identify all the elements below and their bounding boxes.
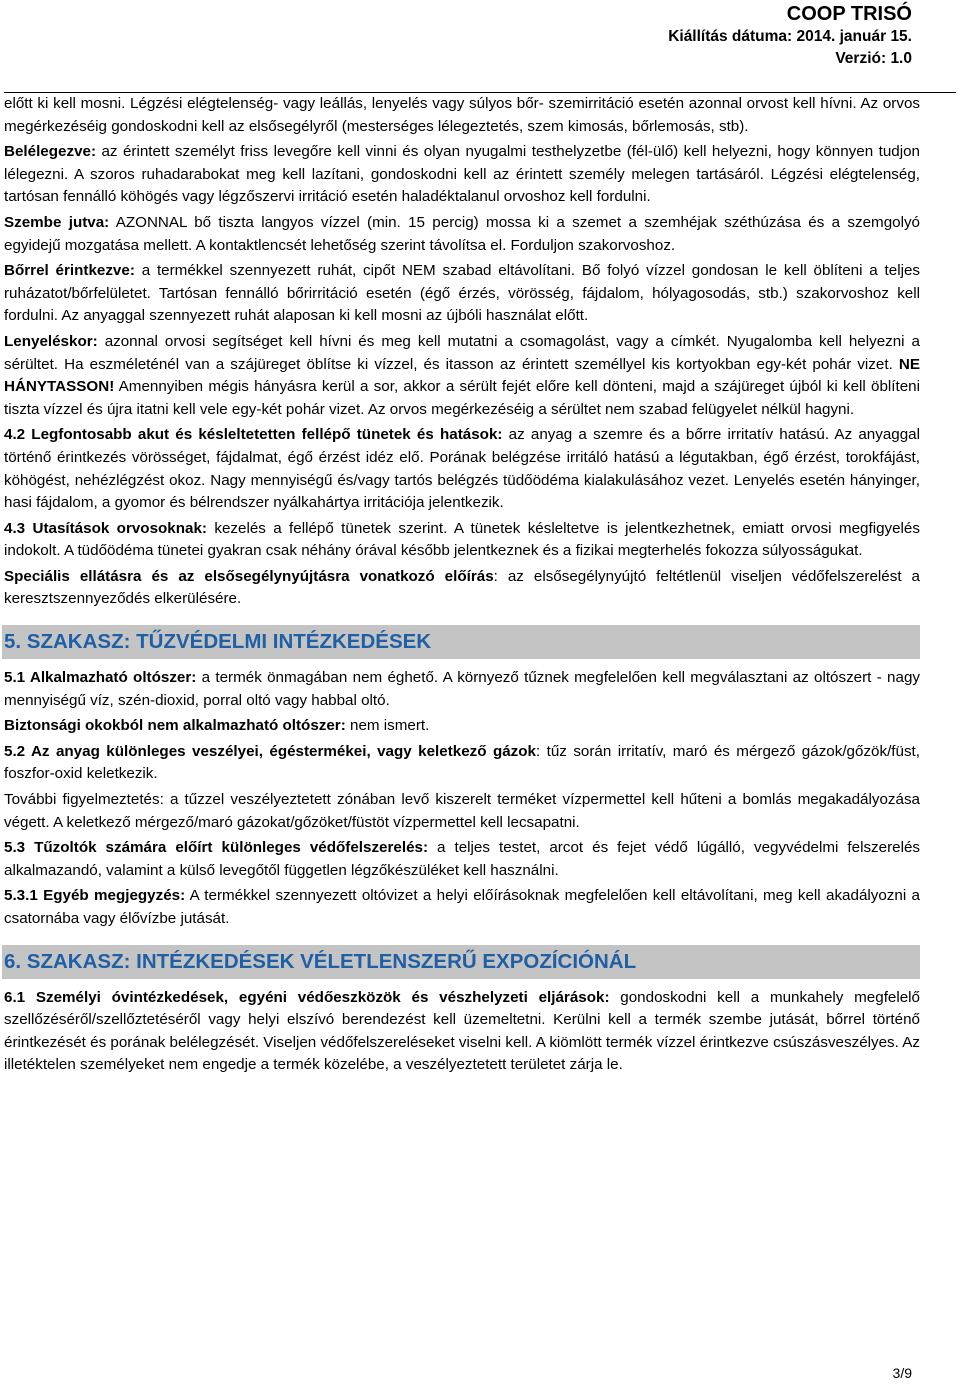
section-6-heading: 6. SZAKASZ: INTÉZKEDÉSEK VÉLETLENSZERŰ EXPOZÍCIÓNÁL xyxy=(2,945,920,979)
paragraph-skin: Bőrrel érintkezve: a termékkel szennyezett ruhát, cipőt NEM szabad eltávolítani. Bő folyó vízzel gondosan le kell öblíteni a teljes ruházatot/bőrfelületet. Tartósan fennálló bőrirritáció esetén (égő érzés, vörösség, fájdalom, hólyagosodás, stb.) szakorvoshoz kell fordulni. Az anyaggal szennyezett ruhát alaposan ki kell mosni az újbóli használat előtt. xyxy=(4,262,920,325)
paragraph: További figyelmeztetés: a tűzzel veszélyeztetett zónában levő kiszerelt terméket vízpermettel kell hűteni a bomlás megakadályozása végett. A keletkező mérgező/maró gázokat/gőzöket/füstöt vízpermettel kell lecsapatni. xyxy=(4,791,920,831)
paragraph-4-2: 4.2 Legfontosabb akut és késleltetetten fellépő tünetek és hatások: az anyag a szemre és a bőrre irritatív hatású. Az anyaggal történő érintkezés vörösséget, fájdalmat, égő érzést idéz elő. Porának belégzése irritáló hatású a légutakban, égő érzést, torokfájást, köhögést, nehézlégzést okoz. Nagy mennyiségű és/vagy tartós belégzés tüdőödéma kialakulásához vezet. Lenyelés esetén hányinger, hasi fájdalom, a gyomor és bélrendszer nyálkahártya irritációja jelentkezik. xyxy=(4,426,920,512)
warning: NE HÁNYTASSON! xyxy=(4,355,920,396)
issue-date: Kiállítás dátuma: 2014. január 15. xyxy=(668,28,912,45)
paragraph: előtt ki kell mosni. Légzési elégtelenség- vagy leállás, lenyelés vagy súlyos bőr- szemirritáció esetén azonnal orvost kell hívni. Az orvos megérkezéséig gondoskodni kell az elsősegélyről (mesterséges lélegeztetés, szem kimosás, bőrlemosás, stb). xyxy=(4,95,920,135)
paragraph-special-care: Speciális ellátásra és az elsősegélynyújtásra vonatkozó előírás: az elsősegélynyújtó feltétlenül viseljen védőfelszerelést a keresztszennyeződés elkerülésére. xyxy=(4,567,920,608)
document-header xyxy=(668,2,912,70)
paragraph-6-1: 6.1 Személyi óvintézkedések, egyéni védőeszközök és vészhelyzeti eljárások: gondoskodni kell a munkahely megfelelő szellőzéséről/szellőztetéséről vagy helyi elszívó berendezést kell üzemeltetni. Kerülni kell a termék szembe jutását, bőrrel történő érintkezését és porának belélegzését. Viseljen védőfelszereléseket viselni kell. A kiömlött termék vízzel érintkezve csúszásveszélyes. Az illetéktelen személyeket nem engedje a termék közelébe, a veszélyeztetett területet zárja le. xyxy=(4,988,921,1074)
label: 5.3 Tűzoltók számára előírt különleges védőfelszerelés: xyxy=(4,839,429,857)
paragraph-5-2: 5.2 Az anyag különleges veszélyei, égéstermékei, vagy keletkező gázok: tűz során irritatív, maró és mérgező gázok/gőzök/füst, foszfor-oxid keletkezik. xyxy=(4,742,920,783)
label: 4.2 Legfontosabb akut és késleltetetten fellépő tünetek és hatások: xyxy=(4,426,503,444)
page-number: 3/9 xyxy=(892,1365,912,1382)
paragraph-5-3: 5.3 Tűzoltók számára előírt különleges védőfelszerelés: a teljes testet, arcot és fejet védő lúgálló, vegyvédelmi felszerelés alkalmazandó, valamint a külső levegőtől független légzőkészüléket kell használni. xyxy=(4,839,920,879)
label: 5.1 Alkalmazható oltószer: xyxy=(4,669,197,687)
label: Bőrrel érintkezve: xyxy=(4,262,135,280)
paragraph-5-1: 5.1 Alkalmazható oltószer: a termék önmagában nem éghető. A környező tűznek megfelelően kell megválasztani az oltószert - nagy mennyiségű víz, szén-dioxid, porral oltó vagy habbal oltó. xyxy=(4,669,920,709)
label: Speciális ellátásra és az elsősegélynyújtásra vonatkozó előírás xyxy=(4,567,494,585)
label: 5.3.1 Egyéb megjegyzés: xyxy=(4,887,186,905)
paragraph-unsuitable: Biztonsági okokból nem alkalmazható oltószer: nem ismert. xyxy=(4,717,430,735)
section-5-heading: 5. SZAKASZ: TŰZVÉDELMI INTÉZKEDÉSEK xyxy=(2,625,920,659)
label: 4.3 Utasítások orvosoknak: xyxy=(4,519,207,537)
version: Verzió: 1.0 xyxy=(835,50,912,67)
label: 5.2 Az anyag különleges veszélyei, égéstermékei, vagy keletkező gázok xyxy=(4,742,536,760)
product-name: COOP TRISÓ xyxy=(786,3,912,25)
paragraph-inhalation: Belélegezve: az érintett személyt friss levegőre kell vinni és olyan nyugalmi testhelyzetbe (fél-ülő) kell helyezni, hogy könnyen tudjon lélegezni. A szoros ruhadarabokat meg kell lazítani, gondoskodni kell az érintett személy melegen tartásáról. Légzési elégtelenség, tartósan fennálló köhögés vagy légzőszervi irritáció esetén haladéktalanul orvoshoz kell fordulni. xyxy=(4,143,920,206)
label: Szembe jutva: xyxy=(4,213,110,231)
label: 6.1 Személyi óvintézkedések, egyéni védőeszközök és vészhelyzeti eljárások: xyxy=(4,988,610,1006)
paragraph-ingestion: Lenyeléskor: azonnal orvosi segítséget kell hívni és meg kell mutatni a csomagolást, vagy a címkét. Nyugalomba kell helyezni a sérültet. Ha eszméleténél van a szájüreget öblítse ki vízzel, és itasson az érintett személlyel kis kortyokban egy-két pohár vizet. NE HÁNYTASSON! Amennyiben mégis hányásra kerül a sor, akkor a sérült fejét előre kell dönteni, majd a szájüreget újból ki kell öblíteni tiszta vízzel és újra itatni kell vele egy-két pohár vizet. Az orvos megérkezéséig a sérültet nem szabad felügyelet nélkül hagyni. xyxy=(4,332,920,418)
paragraph-eye: Szembe jutva: AZONNAL bő tiszta langyos vízzel (min. 15 percig) mossa ki a szemet a szemhéjak széthúzása és a szemgolyó egyidejű mozgatása mellett. A kontaktlencsét lehetőség szerint távolítsa el. Forduljon szakorvoshoz. xyxy=(4,213,921,254)
document-body xyxy=(4,93,920,1080)
paragraph-4-3: 4.3 Utasítások orvosoknak: kezelés a fellépő tünetek szerint. A tünetek késleltetve is jelentkezhetnek, emiatt orvosi megfigyelés indokolt. A tüdőödéma tünetei gyakran csak néhány órával később jelentkeznek és a fizikai megterhelés fokozza súlyosságukat. xyxy=(4,519,920,560)
paragraph-5-3-1: 5.3.1 Egyéb megjegyzés: A termékkel szennyezett oltóvizet a helyi előírásoknak megfelelően kell eltávolítani, meg kell akadályozni a csatornába vagy élővízbe jutását. xyxy=(4,887,920,927)
label: Biztonsági okokból nem alkalmazható oltószer: xyxy=(4,717,346,735)
label: Lenyeléskor: xyxy=(4,332,98,350)
label: Belélegezve: xyxy=(4,143,97,161)
